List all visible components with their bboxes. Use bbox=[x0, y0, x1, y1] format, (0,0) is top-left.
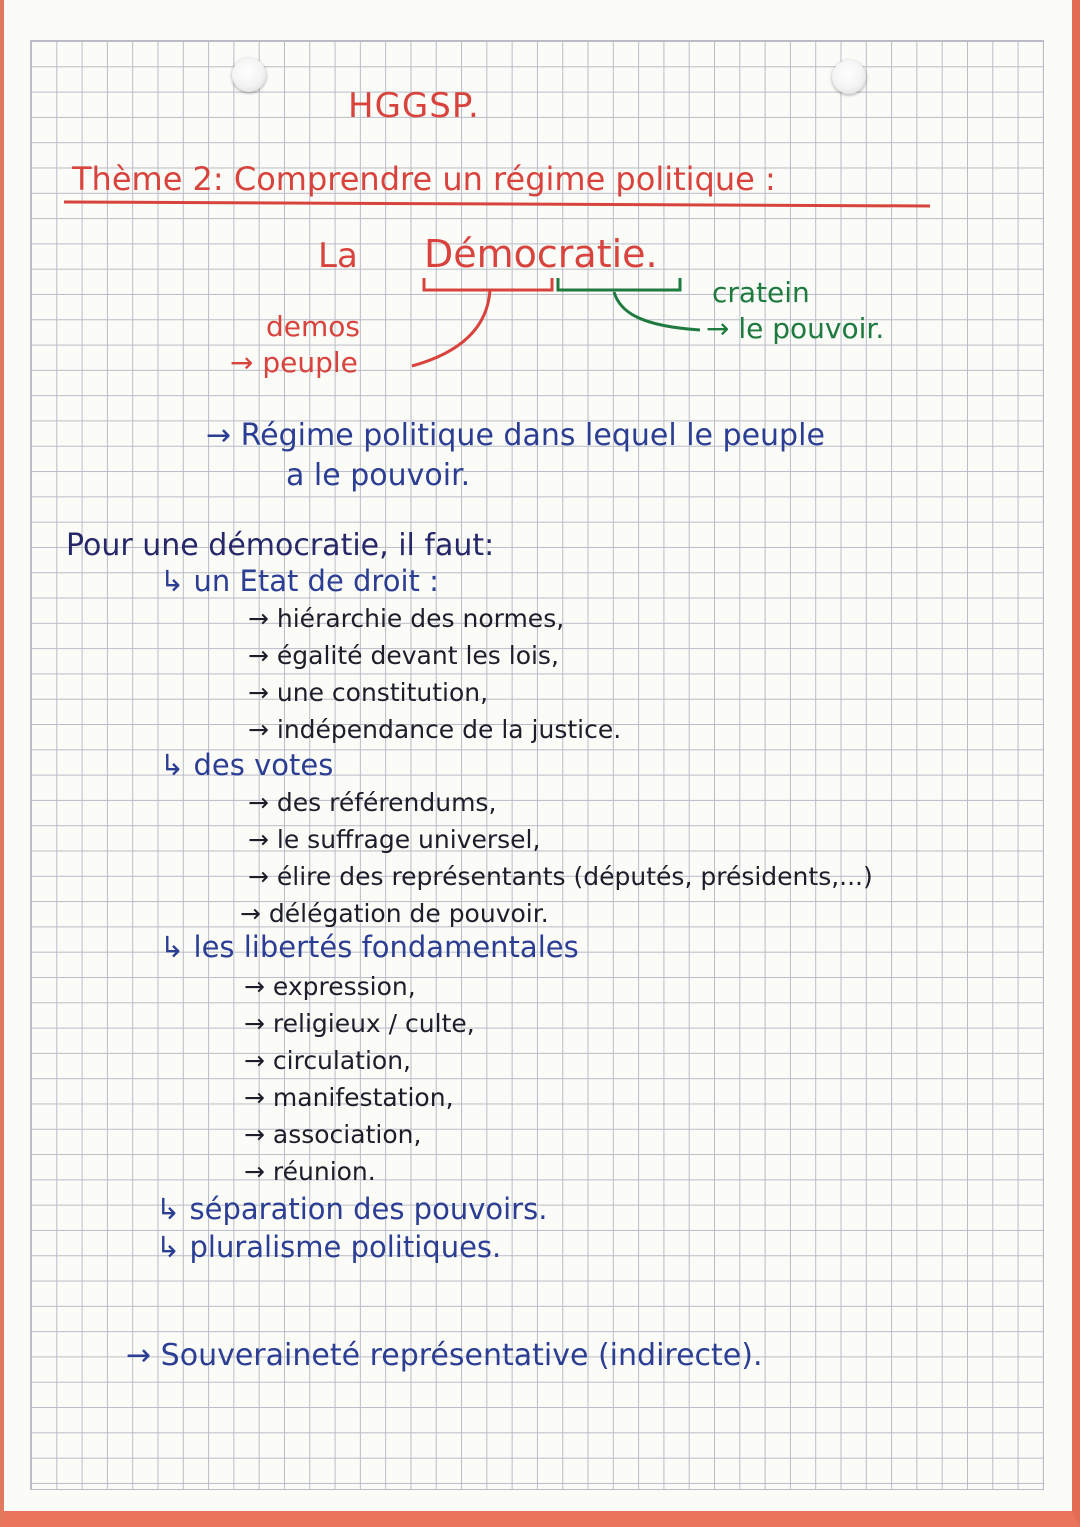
conditions-intro: Pour une démocratie, il faut: bbox=[66, 528, 495, 563]
conclusion: → Souveraineté représentative (indirecte). bbox=[126, 1338, 763, 1373]
separation-heading: ↳ séparation des pouvoirs. bbox=[156, 1192, 548, 1226]
votes-item: → délégation de pouvoir. bbox=[240, 899, 549, 928]
libertes-heading: ↳ les libertés fondamentales bbox=[160, 930, 579, 964]
libertes-item: → manifestation, bbox=[244, 1083, 454, 1112]
votes-item: → élire des représentants (députés, présidents,...) bbox=[248, 862, 873, 891]
libertes-item: → réunion. bbox=[244, 1157, 376, 1186]
cratein-meaning: → le pouvoir. bbox=[706, 312, 885, 345]
libertes-item: → religieux / culte, bbox=[244, 1009, 475, 1038]
binder-hole-right bbox=[832, 60, 866, 94]
votes-item: → le suffrage universel, bbox=[248, 825, 541, 854]
libertes-item: → circulation, bbox=[244, 1046, 412, 1075]
etat-item: → indépendance de la justice. bbox=[248, 715, 622, 744]
etat-heading: ↳ un Etat de droit : bbox=[160, 564, 439, 598]
libertes-item: → association, bbox=[244, 1120, 422, 1149]
definition-line-2: a le pouvoir. bbox=[286, 458, 471, 493]
theme-title: Thème 2: Comprendre un régime politique : bbox=[72, 160, 776, 198]
demos-meaning: → peuple bbox=[230, 346, 358, 379]
etat-item: → hiérarchie des normes, bbox=[248, 604, 565, 633]
pluralisme-heading: ↳ pluralisme politiques. bbox=[156, 1230, 502, 1264]
etat-item: → une constitution, bbox=[248, 678, 489, 707]
subtitle-word: Démocratie. bbox=[424, 232, 658, 276]
subject-title: HGGSP. bbox=[348, 86, 480, 126]
etat-item: → égalité devant les lois, bbox=[248, 641, 559, 670]
binder-hole-left bbox=[232, 58, 266, 92]
libertes-item: → expression, bbox=[244, 972, 416, 1001]
votes-item: → des référendums, bbox=[248, 788, 497, 817]
cratein-word: cratein bbox=[712, 276, 810, 309]
definition-line-1: → Régime politique dans lequel le peuple bbox=[206, 418, 825, 453]
demos-word: demos bbox=[266, 310, 360, 343]
subtitle-prefix: La bbox=[318, 236, 358, 276]
votes-heading: ↳ des votes bbox=[160, 748, 334, 782]
